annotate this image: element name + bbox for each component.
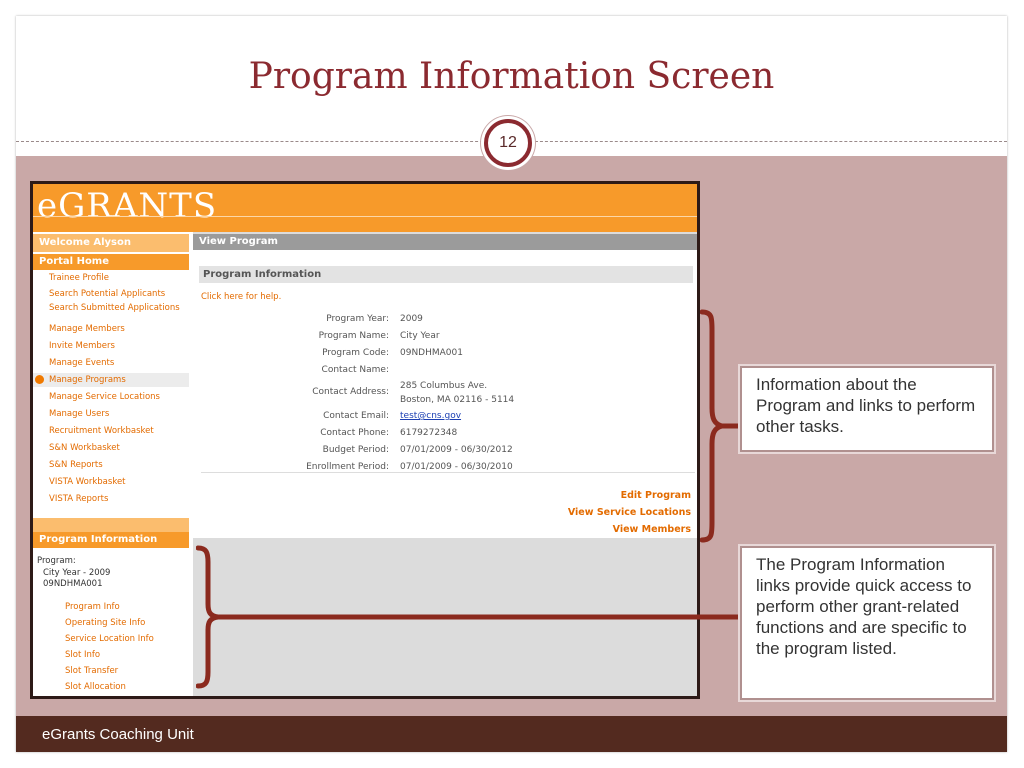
egrants-logo[interactable]: eGRANTS <box>37 186 218 226</box>
field-label-contact-name: Contact Name: <box>321 365 389 375</box>
welcome-banner: Welcome Alyson <box>33 234 189 252</box>
link-slot-info[interactable]: Slot Info <box>65 650 101 660</box>
sidebar-item-vista-workbasket[interactable]: VISTA Workbasket <box>49 477 126 487</box>
program-information-panel <box>193 250 697 538</box>
sidebar-item-manage-events[interactable]: Manage Events <box>49 358 115 368</box>
field-value-enrollment-period: 07/01/2009 - 06/30/2010 <box>400 462 513 472</box>
program-label: Program: <box>37 556 76 566</box>
field-label-program-code: Program Code: <box>322 348 389 358</box>
callout-program-info: Information about the Program and links to perform other tasks. <box>740 366 994 452</box>
sidebar-item-sn-reports[interactable]: S&N Reports <box>49 460 103 470</box>
app-header <box>33 184 697 232</box>
program-information-header: Program Information <box>33 532 189 548</box>
logo-underline <box>33 216 697 217</box>
active-arrow-icon <box>35 375 44 384</box>
sidebar <box>33 232 189 696</box>
page-number-badge <box>484 119 532 167</box>
panel-divider <box>201 472 695 473</box>
view-service-locations-link[interactable]: View Service Locations <box>567 507 691 518</box>
sidebar-item-invite-members[interactable]: Invite Members <box>49 341 115 351</box>
program-code: 09NDHMA001 <box>43 579 103 589</box>
page-number: 12 <box>499 134 517 151</box>
slide-title: Program Information Screen <box>248 56 775 97</box>
sidebar-spacer <box>33 518 189 532</box>
link-slot-transfer[interactable]: Slot Transfer <box>65 666 119 676</box>
left-brace-icon <box>196 544 746 690</box>
field-label-enrollment-period: Enrollment Period: <box>306 462 389 472</box>
program-name: City Year - 2009 <box>43 568 111 578</box>
field-value-budget-period: 07/01/2009 - 06/30/2012 <box>400 445 513 455</box>
field-value-program-name: City Year <box>400 331 440 341</box>
help-link[interactable]: Click here for help. <box>201 292 282 302</box>
sidebar-item-label: Manage Programs <box>49 375 126 385</box>
sidebar-item-trainee-profile[interactable]: Trainee Profile <box>49 273 109 283</box>
field-label-program-name: Program Name: <box>318 331 389 341</box>
sidebar-item-sn-workbasket[interactable]: S&N Workbasket <box>49 443 120 453</box>
link-slot-allocation[interactable]: Slot Allocation <box>65 682 126 692</box>
field-label-contact-phone: Contact Phone: <box>320 428 389 438</box>
contact-email-link[interactable]: test@cns.gov <box>400 411 462 421</box>
field-label-contact-address: Contact Address: <box>312 387 389 397</box>
field-value-program-year: 2009 <box>400 314 423 324</box>
sidebar-item-vista-reports[interactable]: VISTA Reports <box>49 494 109 504</box>
field-value-contact-address-line1: 285 Columbus Ave. <box>400 381 488 391</box>
portal-home-link[interactable]: Portal Home <box>33 254 189 270</box>
field-value-contact-phone: 6179272348 <box>400 428 458 438</box>
link-operating-site-info[interactable]: Operating Site Info <box>65 618 146 628</box>
slide-footer <box>16 716 1007 752</box>
view-program-bar: View Program <box>193 234 697 250</box>
footer-text: eGrants Coaching Unit <box>42 726 194 743</box>
field-value-program-code: 09NDHMA001 <box>400 348 463 358</box>
edit-program-link[interactable]: Edit Program <box>620 490 691 501</box>
view-members-link[interactable]: View Members <box>612 524 691 535</box>
field-value-contact-address-line2: Boston, MA 02116 - 5114 <box>400 395 515 405</box>
field-label-program-year: Program Year: <box>326 314 389 324</box>
sidebar-item-manage-users[interactable]: Manage Users <box>49 409 110 419</box>
link-service-location-info[interactable]: Service Location Info <box>65 634 154 644</box>
panel-title: Program Information <box>199 266 693 283</box>
field-label-budget-period: Budget Period: <box>322 445 389 455</box>
callout-program-links: The Program Information links provide quick access to perform other grant-related functions and are specific to the program listed. <box>740 546 994 700</box>
sidebar-item-manage-service-locations[interactable]: Manage Service Locations <box>49 392 160 402</box>
sidebar-item-recruitment-workbasket[interactable]: Recruitment Workbasket <box>49 426 154 436</box>
sidebar-item-search-potential-applicants[interactable]: Search Potential Applicants <box>49 289 166 299</box>
field-label-contact-email: Contact Email: <box>323 411 389 421</box>
sidebar-item-search-submitted-applications[interactable]: Search Submitted Applications <box>49 303 180 313</box>
link-program-info[interactable]: Program Info <box>65 602 120 612</box>
sidebar-item-manage-members[interactable]: Manage Members <box>49 324 125 334</box>
sidebar-item-manage-programs[interactable] <box>33 373 189 387</box>
